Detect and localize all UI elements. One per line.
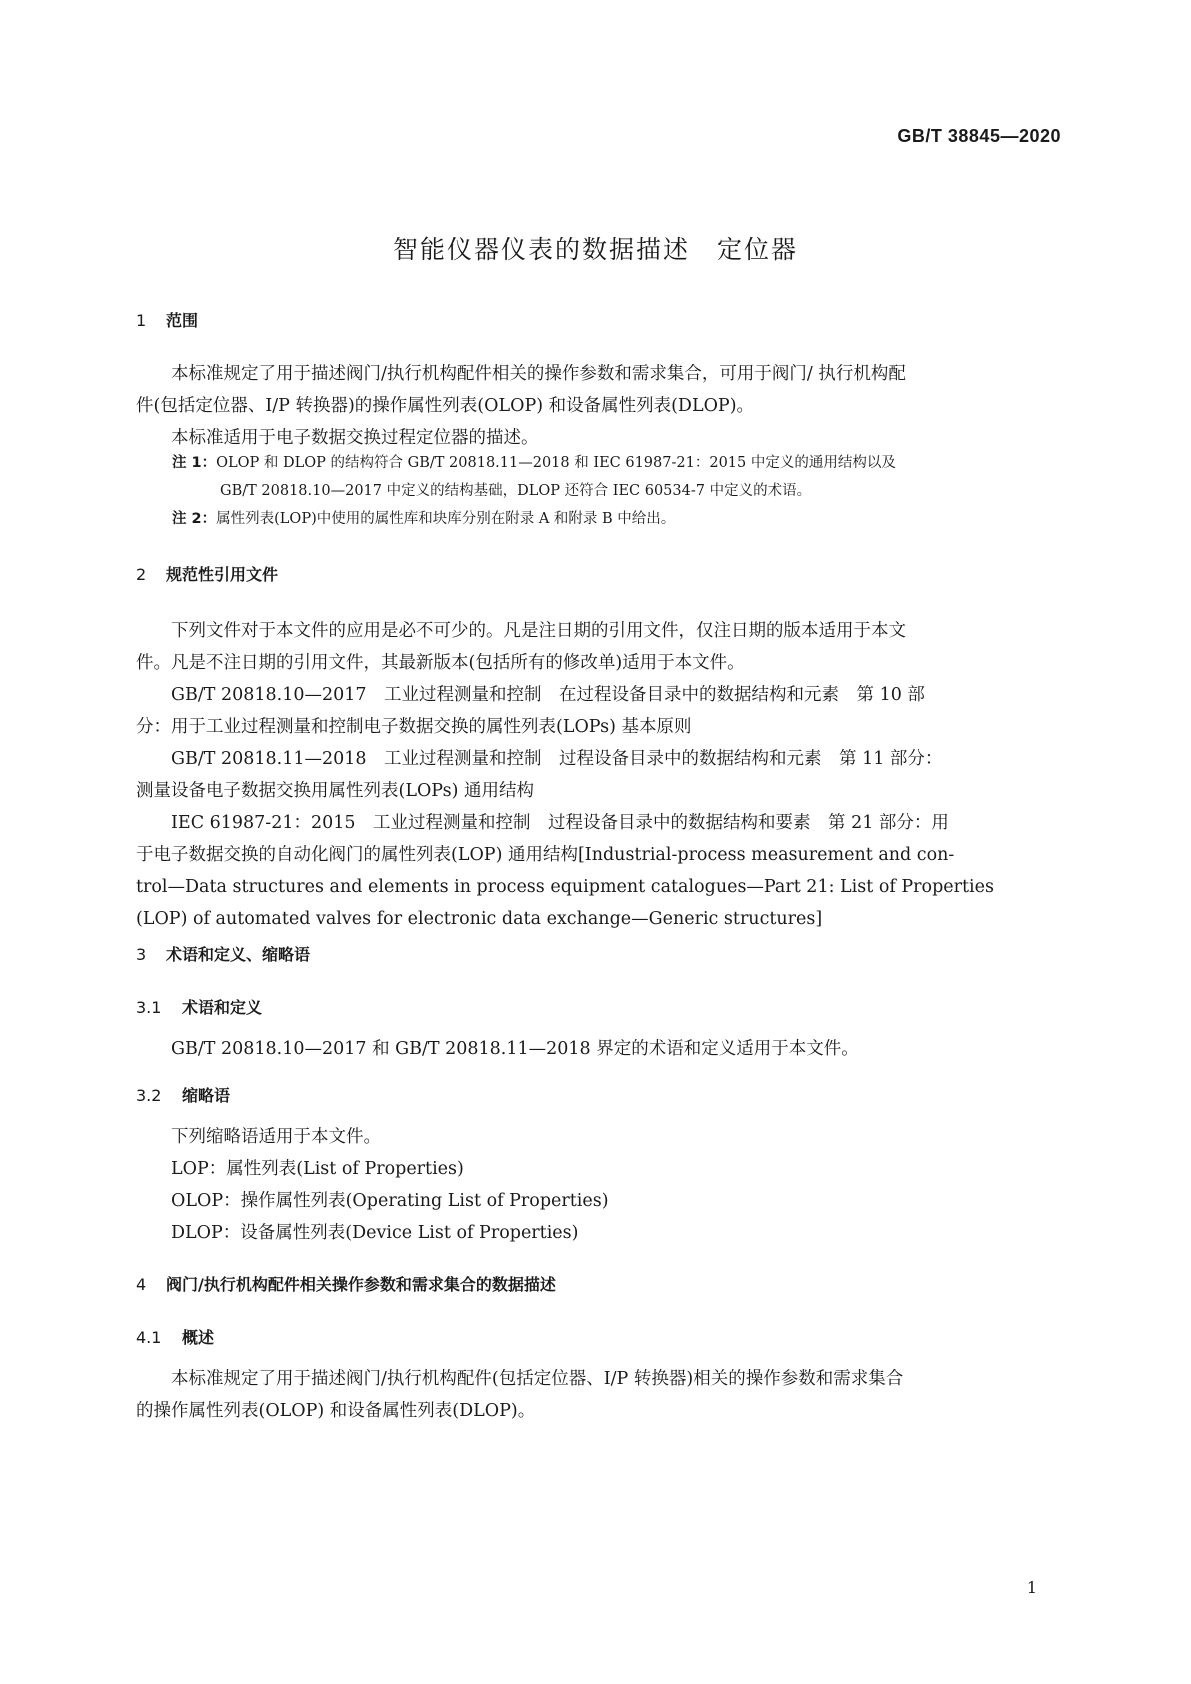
section-4-heading: [136, 1272, 556, 1295]
note-1: [172, 449, 1056, 505]
reference-line: IEC 61987-21：2015 工业过程测量和控制 过程设备目录中的数据结构和要素 第 21 部分：用: [171, 813, 949, 833]
section-number: 1: [136, 311, 147, 330]
section-1-body: [136, 358, 1056, 454]
section-title: 术语和定义: [182, 998, 263, 1017]
section-3-2-heading: [136, 1083, 230, 1106]
section-number: 2: [136, 565, 147, 584]
paragraph: [136, 358, 1056, 390]
abbreviation-entry: DLOP：设备属性列表(Device List of Properties): [171, 1223, 579, 1243]
note-2: [172, 505, 1056, 533]
reference-line: 于电子数据交换的自动化阀门的属性列表(LOP) 通用结构[Industrial-process measurement and con-: [136, 845, 955, 865]
reference-line: GB/T 20818.11—2018 工业过程测量和控制 过程设备目录中的数据结构和元素 第 11 部分：: [171, 749, 943, 769]
section-2-heading: [136, 562, 278, 585]
section-1-heading: [136, 308, 198, 331]
reference-line: (LOP) of automated valves for electronic data exchange—Generic structures]: [136, 909, 823, 929]
note-text: GB/T 20818.10—2017 中定义的结构基础，DLOP 还符合 IEC 60534-7 中定义的术语。: [220, 483, 812, 499]
section-title: 缩略语: [182, 1086, 231, 1105]
section-2-body: [136, 615, 1056, 935]
section-3-2-body: [136, 1121, 1056, 1249]
section-4-1-body: [136, 1363, 1056, 1427]
reference-line: 测量设备电子数据交换用属性列表(LOPs) 通用结构: [136, 781, 534, 801]
section-number: 3.2: [136, 1086, 162, 1105]
section-3-heading: [136, 942, 310, 965]
text-line: 件(包括定位器、I/P 转换器)的操作属性列表(OLOP) 和设备属性列表(DLOP)。: [136, 396, 755, 416]
abbreviation-entry: LOP：属性列表(List of Properties): [171, 1159, 464, 1179]
page-number: 1: [1026, 1578, 1037, 1597]
text-line: 下列缩略语适用于本文件。: [171, 1127, 381, 1147]
text-line: 的操作属性列表(OLOP) 和设备属性列表(DLOP)。: [136, 1401, 536, 1421]
section-title: 规范性引用文件: [166, 565, 279, 584]
section-number: 3: [136, 945, 147, 964]
text-line: 本标准规定了用于描述阀门/执行机构配件相关的操作参数和需求集合，可用于阀门/ 执行机构配: [171, 364, 906, 384]
note-text: OLOP 和 DLOP 的结构符合 GB/T 20818.11—2018 和 IEC 61987-21：2015 中定义的通用结构以及: [216, 455, 896, 471]
section-title: 术语和定义、缩略语: [166, 945, 311, 964]
note-text: 属性列表(LOP)中使用的属性库和块库分别在附录 A 和附录 B 中给出。: [216, 511, 676, 527]
section-3-1-heading: [136, 995, 262, 1018]
reference-line: trol—Data structures and elements in process equipment catalogues—Part 21: List of Properties: [136, 877, 994, 897]
text-line: 下列文件对于本文件的应用是必不可少的。凡是注日期的引用文件，仅注日期的版本适用于本文: [171, 621, 906, 641]
section-number: 4.1: [136, 1328, 162, 1347]
section-4-1-heading: [136, 1325, 214, 1348]
section-title: 阀门/执行机构配件相关操作参数和需求集合的数据描述: [166, 1275, 556, 1294]
document-title: 智能仪器仪表的数据描述 定位器: [392, 235, 798, 264]
note-label: 注 1：: [172, 455, 217, 471]
section-title: 概述: [182, 1328, 215, 1347]
section-3-1-body: [136, 1033, 1056, 1065]
reference-line: 分：用于工业过程测量和控制电子数据交换的属性列表(LOPs) 基本原则: [136, 717, 692, 737]
section-number: 3.1: [136, 998, 162, 1017]
reference-line: GB/T 20818.10—2017 工业过程测量和控制 在过程设备目录中的数据结构和元素 第 10 部: [171, 685, 925, 705]
text-line: 件。凡是不注日期的引用文件，其最新版本(包括所有的修改单)适用于本文件。: [136, 653, 745, 673]
text-line: 本标准规定了用于描述阀门/执行机构配件(包括定位器、I/P 转换器)相关的操作参数和需求集合: [171, 1369, 904, 1389]
abbreviation-entry: OLOP：操作属性列表(Operating List of Properties): [171, 1191, 609, 1211]
text-line: GB/T 20818.10—2017 和 GB/T 20818.11—2018 界定的术语和定义适用于本文件。: [171, 1039, 859, 1059]
standard-code: GB/T 38845—2020: [897, 126, 1061, 146]
text-line: 本标准适用于电子数据交换过程定位器的描述。: [171, 428, 539, 448]
section-title: 范围: [166, 311, 199, 330]
note-label: 注 2：: [172, 511, 217, 527]
section-number: 4: [136, 1275, 147, 1294]
